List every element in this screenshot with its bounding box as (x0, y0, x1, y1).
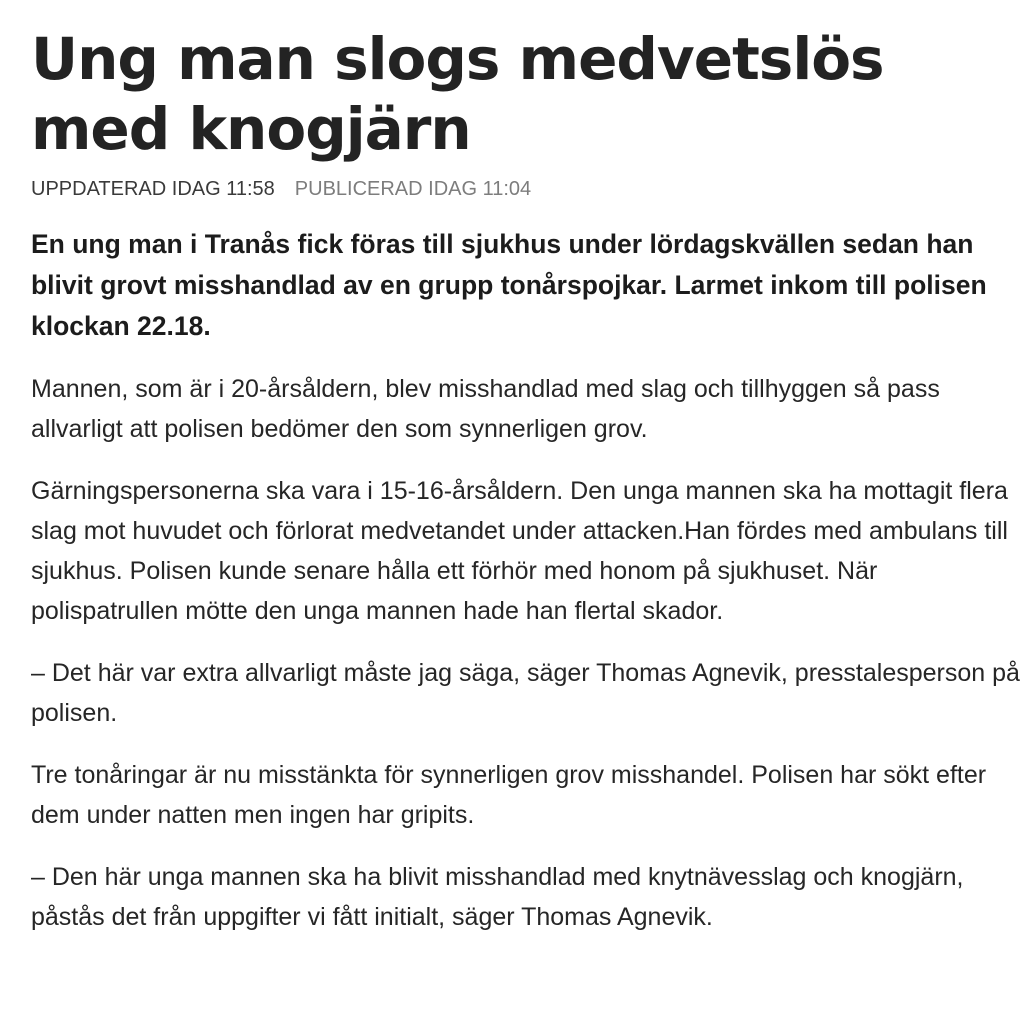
body-paragraph-quote: – Det här var extra allvarligt måste jag säga, säger Thomas Agnevik, presstalesperson på polisen. (31, 659, 1020, 727)
updated-timestamp: UPPDATERAD IDAG 11:58 (31, 178, 275, 200)
body-paragraph: Gärningspersonerna ska vara i 15-16-årsåldern. Den unga mannen ska ha mottagit flera slag mot huvudet och förlorat medvetandet under attacken.Han fördes med ambulans till sjukhus. Polisen kunde senare hålla ett förhör med honom på sjukhuset. När polispatrullen mötte den unga mannen hade han flertal skador. (31, 477, 1008, 625)
body-paragraph: Tre tonåringar är nu misstänkta för synnerligen grov misshandel. Polisen har sökt efter dem under natten men ingen har gripits. (31, 761, 987, 829)
article-headline: Ung man slogs medvetslös med knogjärn (31, 25, 884, 163)
published-timestamp: PUBLICERAD IDAG 11:04 (294, 178, 532, 200)
body-paragraph: Mannen, som är i 20-årsåldern, blev misshandlad med slag och tillhyggen så pass allvarligt att polisen bedömer den som synnerligen grov. (31, 375, 940, 443)
body-paragraph-quote: – Den här unga mannen ska ha blivit misshandlad med knytnävesslag och knogjärn, påstås det från uppgifter vi fått initialt, säger Thomas Agnevik. (31, 863, 964, 931)
article-body (31, 369, 1021, 937)
article-timestamps (31, 176, 1021, 202)
article (31, 24, 1021, 937)
article-lead: En ung man i Tranås fick föras till sjukhus under lördagskvällen sedan han blivit grovt misshandlad av en grupp tonårspojkar. Larmet inkom till polisen klockan 22.18. (31, 229, 987, 341)
